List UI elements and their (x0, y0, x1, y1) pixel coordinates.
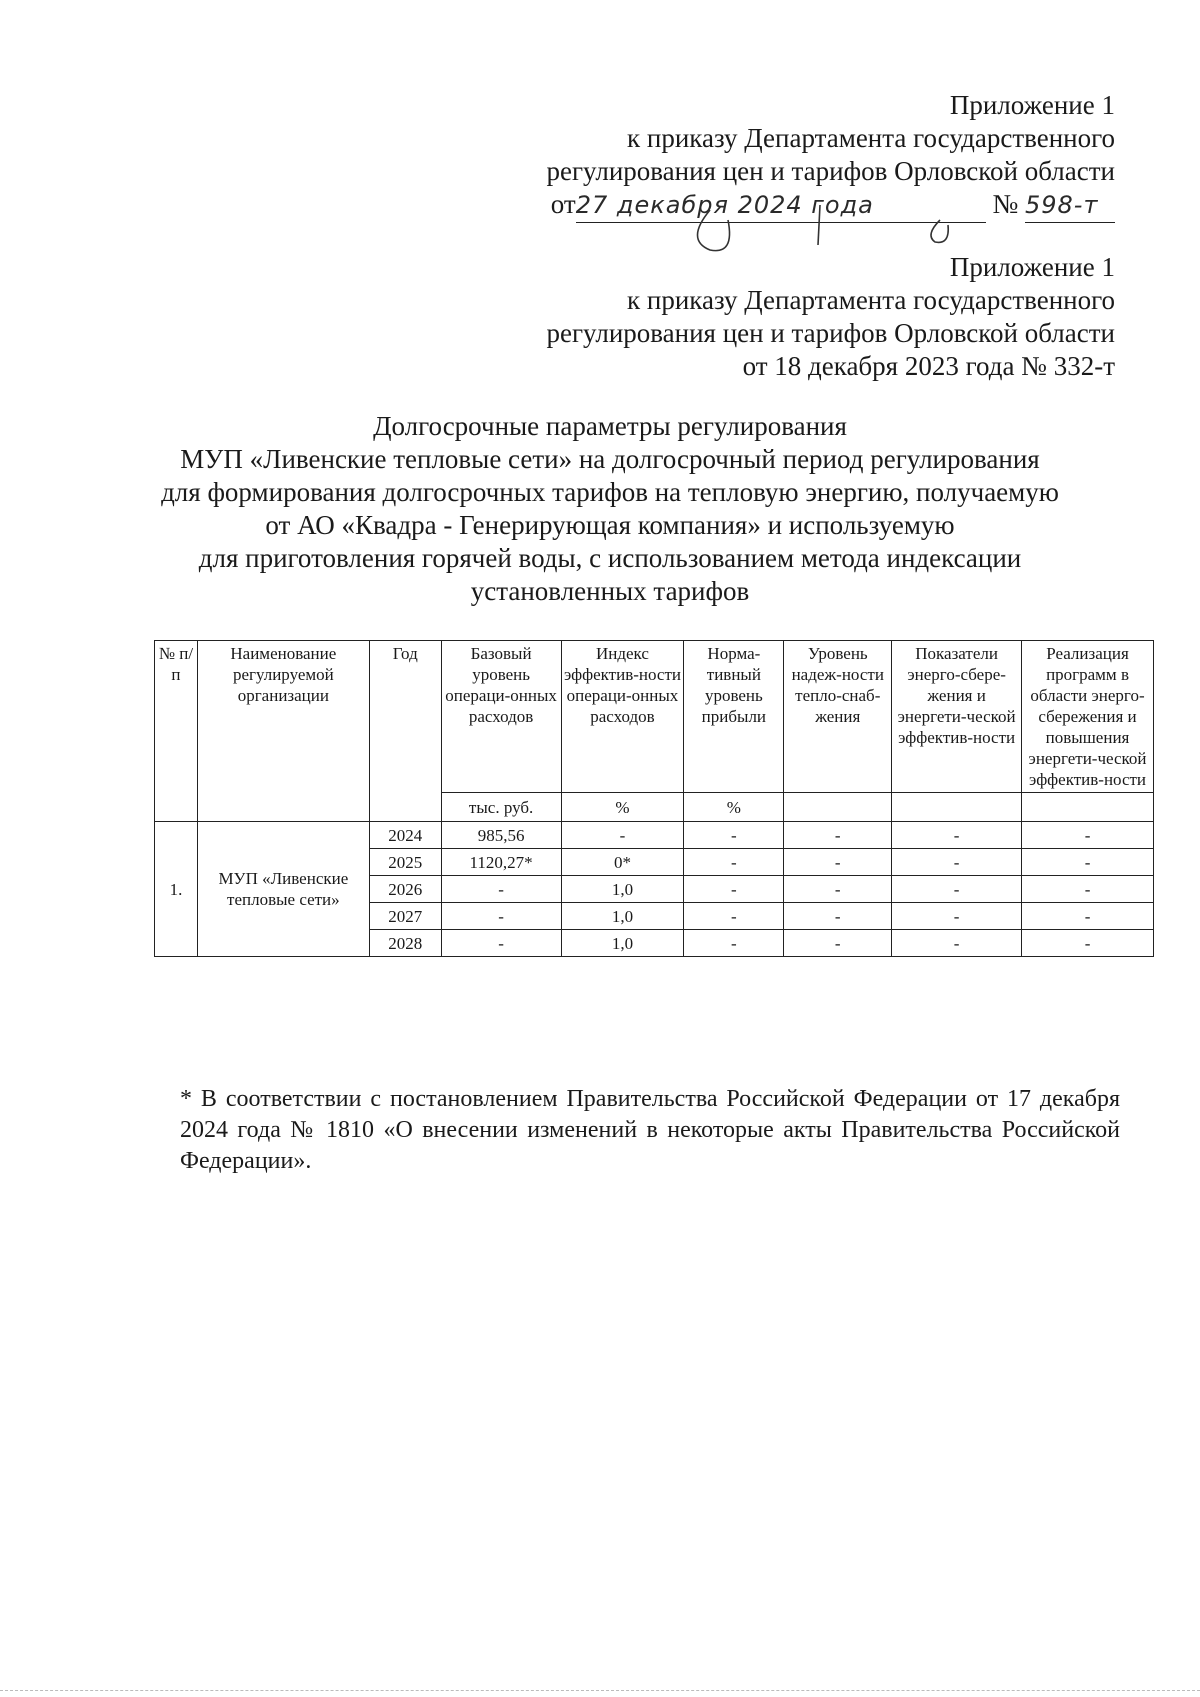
cell-reliability: - (784, 903, 892, 930)
cell-year: 2028 (369, 930, 441, 957)
header-reliability: Уровень надеж-ности тепло-снаб-жения (784, 641, 892, 793)
cell-efficiency-index: 1,0 (561, 903, 684, 930)
header-profit: Норма-тивный уровень прибыли (684, 641, 784, 793)
cell-profit: - (684, 903, 784, 930)
cell-programs: - (1022, 849, 1154, 876)
handwritten-date: 27 декабря 2024 года (576, 189, 986, 223)
title-line-6: установленных тарифов (470, 576, 750, 606)
table-row (155, 822, 1154, 849)
cell-energy-indicators: - (892, 822, 1022, 849)
title-line-5: для приготовления горячей воды, с использованием метода индексации (198, 543, 1022, 573)
cell-efficiency-index: 1,0 (561, 876, 684, 903)
title-line-3: для формирования долгосрочных тарифов на тепловую энергию, получаемую (161, 477, 1059, 507)
cell-profit: - (684, 930, 784, 957)
parameters-table (154, 640, 1154, 957)
cell-base-opex: - (441, 876, 561, 903)
unit-energy-indicators (892, 793, 1022, 822)
cell-efficiency-index: 1,0 (561, 930, 684, 957)
cell-reliability: - (784, 876, 892, 903)
cell-base-opex: - (441, 903, 561, 930)
handwritten-number: 598-т (1025, 189, 1115, 223)
footnote: * В соответствии с постановлением Правительства Российской Федерации от 17 декабря 2024 года № 1810 «О внесении изменений в некоторые акты Правительства Российской Федерации». (180, 1086, 1120, 1174)
document-title (110, 410, 1110, 608)
cell-year: 2025 (369, 849, 441, 876)
appendix-previous-line3: от 18 декабря 2023 года № 332-т (742, 351, 1115, 381)
cell-reliability: - (784, 849, 892, 876)
header-row (155, 641, 1154, 793)
header-base-opex: Базовый уровень операци-онных расходов (441, 641, 561, 793)
appendix-previous-line1: к приказу Департамента государственного (627, 285, 1115, 315)
appendix-previous-line2: регулирования цен и тарифов Орловской области (546, 318, 1115, 348)
appendix-current-title: Приложение 1 (949, 90, 1115, 120)
header-num: № п/п (155, 641, 198, 822)
appendix-previous-title: Приложение 1 (949, 252, 1115, 282)
number-sign: № (992, 189, 1019, 219)
cell-efficiency-index: - (561, 822, 684, 849)
cell-base-opex: 985,56 (441, 822, 561, 849)
header-org: Наименование регулируемой организации (197, 641, 369, 822)
cell-year: 2026 (369, 876, 441, 903)
title-line-2: МУП «Ливенские тепловые сети» на долгосрочный период регулирования (180, 444, 1040, 474)
unit-reliability (784, 793, 892, 822)
from-prefix: от (550, 189, 576, 219)
unit-programs (1022, 793, 1154, 822)
cell-reliability: - (784, 822, 892, 849)
org-name: МУП «Ливенские тепловые сети» (197, 822, 369, 957)
cell-profit: - (684, 876, 784, 903)
cell-energy-indicators: - (892, 930, 1022, 957)
cell-programs: - (1022, 876, 1154, 903)
unit-efficiency-index: % (561, 793, 684, 822)
cell-base-opex: - (441, 930, 561, 957)
cell-energy-indicators: - (892, 876, 1022, 903)
cell-reliability: - (784, 930, 892, 957)
cell-programs: - (1022, 903, 1154, 930)
cell-energy-indicators: - (892, 903, 1022, 930)
appendix-current-line1: к приказу Департамента государственного (627, 123, 1115, 153)
org-number: 1. (155, 822, 198, 957)
scan-edge-line (0, 1690, 1200, 1692)
appendix-previous (495, 251, 1115, 383)
cell-year: 2024 (369, 822, 441, 849)
cell-efficiency-index: 0* (561, 849, 684, 876)
cell-base-opex: 1120,27* (441, 849, 561, 876)
title-line-1: Долгосрочные параметры регулирования (373, 411, 847, 441)
title-line-4: от АО «Квадра - Генерирующая компания» и используемую (265, 510, 955, 540)
header-energy-indicators: Показатели энерго-сбере-жения и энергети-ческой эффектив-ности (892, 641, 1022, 793)
cell-profit: - (684, 849, 784, 876)
header-year: Год (369, 641, 441, 822)
cell-profit: - (684, 822, 784, 849)
header-efficiency-index: Индекс эффектив-ности операци-онных расходов (561, 641, 684, 793)
cell-programs: - (1022, 822, 1154, 849)
unit-profit: % (684, 793, 784, 822)
appendix-current-line2: регулирования цен и тарифов Орловской области (546, 156, 1115, 186)
cell-year: 2027 (369, 903, 441, 930)
header-programs: Реализация программ в области энерго-сбережения и повышения энергети-ческой эффектив-ности (1022, 641, 1154, 793)
cell-programs: - (1022, 930, 1154, 957)
unit-base-opex: тыс. руб. (441, 793, 561, 822)
cell-energy-indicators: - (892, 849, 1022, 876)
